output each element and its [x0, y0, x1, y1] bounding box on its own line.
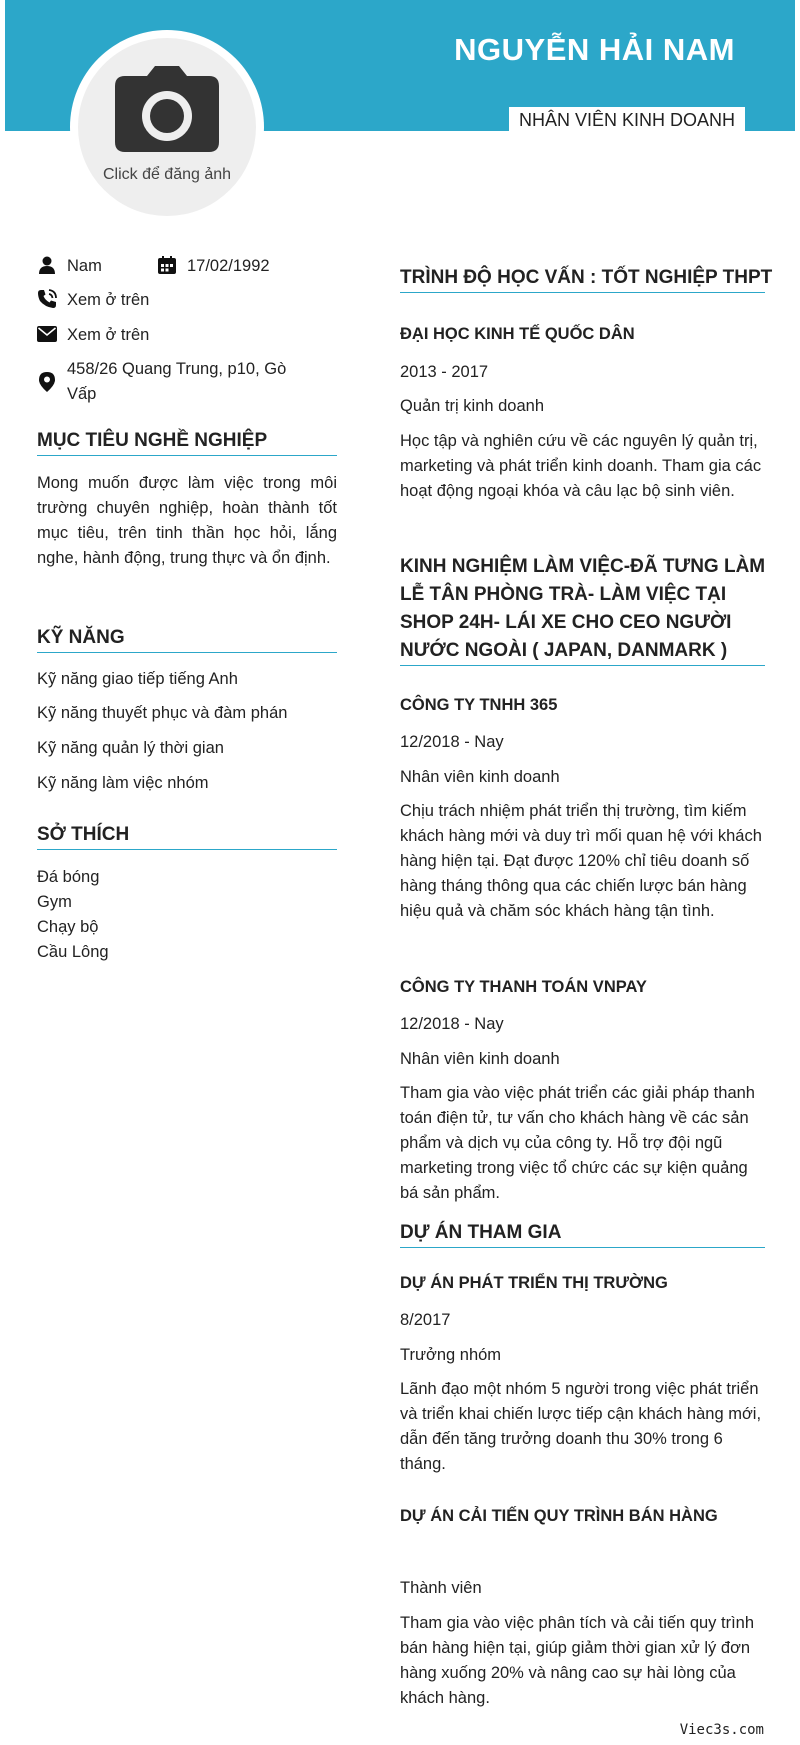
gender-value: Nam: [67, 257, 102, 275]
experience-title-line: LỄ TÂN PHÒNG TRÀ- LÀM VIỆC TẠI: [400, 584, 727, 605]
birthday-value: 17/02/1992: [187, 257, 270, 275]
phone-row: [37, 288, 149, 313]
job-description: Chịu trách nhiệm phát triển thị trường, tìm kiếm khách hàng mới và duy trì mối quan hệ với khách hàng hiện tại. Đạt được 120% chỉ tiêu doanh số hàng tháng thông qua các chiến lược bán hàng hiệu quả và chăm sóc khách hàng tận tình.: [400, 802, 762, 920]
job-description: Tham gia vào việc phát triển các giải pháp thanh toán điện tử, tư vấn cho khách hàng về các sản phẩm và dịch vụ của công ty. Hỗ trợ đội ngũ marketing trong việc tổ chức các sự kiện quảng bá sản phẩm.: [400, 1084, 755, 1202]
skill-item: Kỹ năng thuyết phục và đàm phán: [37, 704, 288, 722]
envelope-icon: [37, 323, 57, 345]
job-period: 12/2018 - Nay: [400, 1015, 504, 1033]
job-company: CÔNG TY TNHH 365: [400, 696, 558, 714]
project-role: Thành viên: [400, 1579, 482, 1597]
phone-value: Xem ở trên: [67, 291, 150, 309]
candidate-name: NGUYỄN HẢI NAM: [454, 32, 735, 67]
gender-row: [37, 254, 102, 279]
hobby-item: Đá bóng: [37, 868, 100, 886]
project-name: DỰ ÁN CẢI TIẾN QUY TRÌNH BÁN HÀNG: [400, 1507, 718, 1525]
education-period: 2013 - 2017: [400, 363, 489, 381]
job-company: CÔNG TY THANH TOÁN VNPAY: [400, 978, 647, 996]
job-period: 12/2018 - Nay: [400, 733, 504, 751]
project-period: 8/2017: [400, 1311, 451, 1329]
education-school: ĐẠI HỌC KINH TẾ QUỐC DÂN: [400, 325, 635, 343]
birthday-row: [157, 254, 270, 279]
project-name: DỰ ÁN PHÁT TRIỂN THỊ TRƯỜNG: [400, 1274, 668, 1292]
experience-title-line: KINH NGHIỆM LÀM VIỆC-ĐÃ TƯNG LÀM: [400, 556, 766, 577]
education-title: TRÌNH ĐỘ HỌC VẤN : TỐT NGHIỆP THPT: [400, 267, 765, 293]
project-description: Tham gia vào việc phân tích và cải tiến quy trình bán hàng hiện tại, giúp giảm thời gian xử lý đơn hàng xuống 20% và nâng cao sự hài lòng của khách hàng.: [400, 1614, 755, 1707]
objective-title: MỤC TIÊU NGHỀ NGHIỆP: [37, 430, 337, 456]
address-value: [67, 357, 286, 407]
experience-title-line: SHOP 24H- LÁI XE CHO CEO NGƯỜI: [400, 612, 732, 633]
hobby-item: Chạy bộ: [37, 918, 99, 936]
hobby-item: Gym: [37, 893, 72, 911]
education-major: Quản trị kinh doanh: [400, 397, 545, 415]
objective-text: Mong muốn được làm việc trong môi trường chuyên nghiệp, hoàn thành tốt mục tiêu, trên tinh thần học hỏi, lắng nghe, hành động, trung thực và ổn định.: [37, 474, 337, 567]
avatar-upload[interactable]: [78, 38, 256, 216]
skills-title: KỸ NĂNG: [37, 627, 337, 653]
email-value: Xem ở trên: [67, 326, 150, 344]
skill-item: Kỹ năng làm việc nhóm: [37, 774, 209, 792]
experience-title-line: NƯỚC NGOÀI ( JAPAN, DANMARK ): [400, 640, 728, 661]
skill-item: Kỹ năng quản lý thời gian: [37, 739, 224, 757]
address-line-2: Vấp: [67, 385, 97, 403]
phone-icon: [37, 288, 57, 310]
calendar-icon: [157, 254, 177, 276]
address-line-1: 458/26 Quang Trung, p10, Gò: [67, 360, 287, 378]
email-row: [37, 323, 149, 348]
hobbies-title: SỞ THÍCH: [37, 824, 337, 850]
job-position: Nhân viên kinh doanh: [400, 1050, 560, 1068]
job-title-badge: NHÂN VIÊN KINH DOANH: [509, 107, 745, 135]
avatar-caption: Click để đăng ảnh: [102, 166, 232, 183]
project-role: Trưởng nhóm: [400, 1346, 502, 1364]
hobby-item: Cầu Lông: [37, 943, 109, 961]
watermark: Viec3s.com: [679, 1722, 764, 1738]
camera-icon: [115, 66, 219, 152]
skill-item: Kỹ năng giao tiếp tiếng Anh: [37, 670, 238, 688]
projects-title: DỰ ÁN THAM GIA: [400, 1222, 765, 1248]
location-pin-icon: [37, 371, 57, 393]
project-description: Lãnh đạo một nhóm 5 người trong việc phát triển và triển khai chiến lược tiếp cận khách hàng mới, dẫn đến tăng trưởng doanh thu 30% trong 6 tháng.: [400, 1380, 762, 1473]
education-description: Học tập và nghiên cứu về các nguyên lý quản trị, marketing và phát triển kinh doanh. Tham gia các hoạt động ngoại khóa và câu lạc bộ sinh viên.: [400, 432, 762, 500]
experience-title: [400, 553, 765, 666]
job-position: Nhân viên kinh doanh: [400, 768, 560, 786]
address-row: [37, 357, 286, 407]
person-icon: [37, 254, 57, 276]
